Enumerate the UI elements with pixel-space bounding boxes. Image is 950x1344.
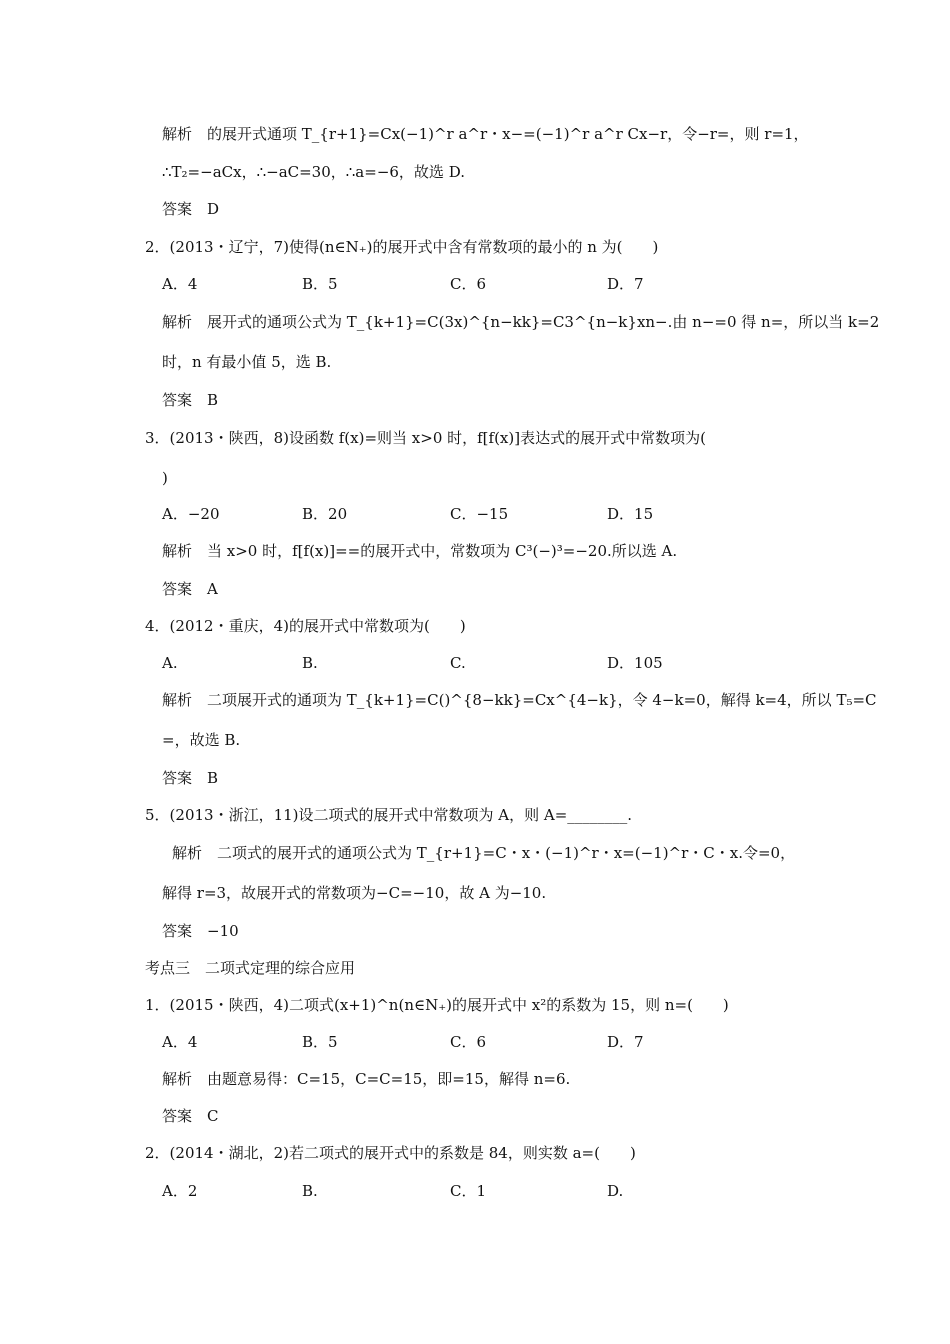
solution-line: 时，n 有最小值 5，选 B.: [162, 353, 332, 371]
question-line: 2．(2013・辽宁，7)使得(n∈N₊)的展开式中含有常数项的最小的 n 为( ): [145, 238, 659, 256]
option-b: B．5: [302, 275, 338, 293]
question-line: 2．(2014・湖北，2)若二项式的展开式中的系数是 84，则实数 a=( ): [145, 1144, 636, 1162]
option-c: C.: [450, 654, 466, 672]
answer-line: 答案 B: [162, 769, 219, 787]
option-a: A．4: [162, 1033, 198, 1051]
option-a: A.: [162, 654, 178, 672]
question-line: 3．(2013・陕西，8)设函数 f(x)=则当 x>0 时，f[f(x)]表达式的展开式中常数项为(: [145, 429, 706, 447]
solution-line: 解得 r=3，故展开式的常数项为−C=−10，故 A 为−10.: [162, 884, 547, 902]
question-line: 1．(2015・陕西，4)二项式(x+1)^n(n∈N₊)的展开式中 x²的系数为 15，则 n=( ): [145, 996, 729, 1014]
answer-line: 答案 A: [162, 580, 218, 598]
solution-line: =，故选 B.: [162, 731, 241, 749]
option-b: B．20: [302, 505, 348, 523]
option-b: B.: [302, 654, 318, 672]
solution-line: 解析 当 x>0 时，f[f(x)]==的展开式中，常数项为 C³(−)³=−20.所以选 A.: [162, 542, 678, 560]
option-b: B．5: [302, 1033, 338, 1051]
solution-line: 解析 的展开式通项 T_{r+1}=Cx(−1)^r a^r・x−=(−1)^r a^r Cx−r，令−r=，则 r=1，: [162, 125, 809, 143]
solution-line: ∴T₂=−aCx，∴−aC=30，∴a=−6，故选 D.: [162, 163, 465, 181]
option-d: D．15: [607, 505, 654, 523]
option-d: D．7: [607, 275, 644, 293]
question-line: 5．(2013・浙江，11)设二项式的展开式中常数项为 A，则 A=________.: [145, 806, 633, 824]
question-line: 4．(2012・重庆，4)的展开式中常数项为( ): [145, 617, 466, 635]
option-c: C．−15: [450, 505, 509, 523]
option-c: C．1: [450, 1182, 487, 1200]
option-d: D.: [607, 1182, 624, 1200]
option-d: D．7: [607, 1033, 644, 1051]
question-line: ): [162, 469, 168, 487]
option-d: D．105: [607, 654, 663, 672]
solution-line: 解析 由题意易得：C=15，C=C=15，即=15，解得 n=6.: [162, 1070, 571, 1088]
option-a: A．−20: [162, 505, 220, 523]
option-b: B.: [302, 1182, 318, 1200]
option-c: C．6: [450, 275, 487, 293]
answer-line: 答案 B: [162, 391, 219, 409]
option-a: A．2: [162, 1182, 198, 1200]
solution-line: 解析 二项式的展开式的通项公式为 T_{r+1}=C・x・(−1)^r・x=(−1)^r・C・x.令=0，: [172, 844, 796, 862]
section-heading: 考点三 二项式定理的综合应用: [145, 959, 356, 977]
solution-line: 解析 展开式的通项公式为 T_{k+1}=C(3x)^{n−kk}=C3^{n−k}xn−.由 n−=0 得 n=，所以当 k=2: [162, 313, 880, 331]
answer-line: 答案 D: [162, 200, 220, 218]
answer-line: 答案 C: [162, 1107, 219, 1125]
answer-line: 答案 −10: [162, 922, 239, 940]
option-c: C．6: [450, 1033, 487, 1051]
option-a: A．4: [162, 275, 198, 293]
solution-line: 解析 二项展开式的通项为 T_{k+1}=C()^{8−kk}=Cx^{4−k}，令 4−k=0，解得 k=4，所以 T₅=C: [162, 691, 877, 709]
